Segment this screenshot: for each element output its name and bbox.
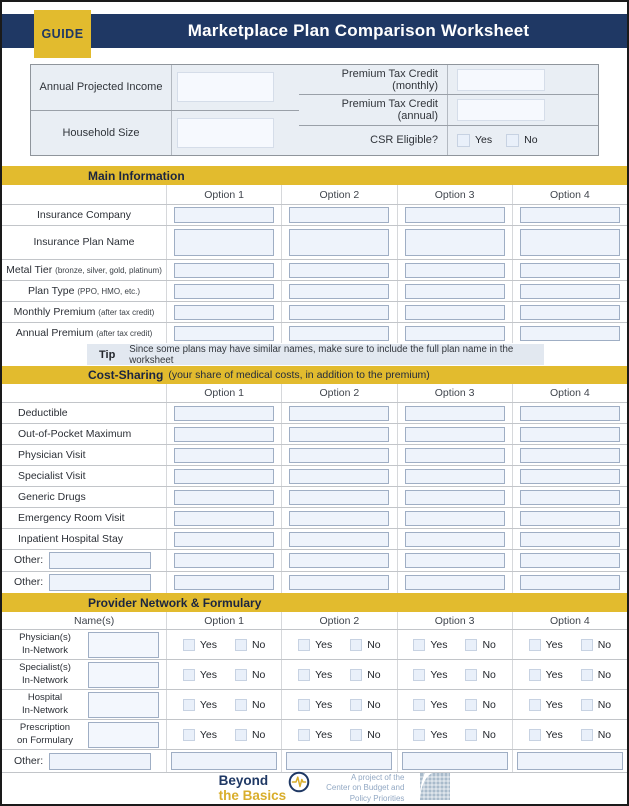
table-row [2,507,627,528]
option-input[interactable] [289,575,389,590]
option-input[interactable] [520,532,620,547]
yes-label: Yes [199,668,217,681]
row-label: Physician(s) [19,632,71,644]
row-label: Monthly Premium [13,305,96,318]
other-label: Other: [14,754,44,767]
csr-yes-checkbox[interactable] [457,134,470,147]
yes-label: Yes [315,728,333,741]
names-header: Name(s) [74,614,115,627]
row-note: (after tax credit) [96,328,153,338]
other-name-input[interactable] [49,552,151,569]
guide-badge: GUIDE [34,10,91,58]
table-row [2,549,627,571]
option-input[interactable] [174,511,274,526]
no-label: No [597,638,612,651]
yes-label: Yes [199,728,217,741]
yes-label: Yes [430,668,448,681]
yes-checkbox[interactable] [183,729,195,741]
main-information-title: Main Information [88,168,185,183]
table-row [2,719,627,749]
option4-header: Option 4 [550,387,590,399]
no-label: No [482,668,496,681]
no-label: No [367,698,381,711]
option-input[interactable] [405,575,505,590]
physician-names-input[interactable] [88,632,159,658]
provider-header-row [2,612,627,629]
option-input[interactable] [405,263,505,278]
option-input[interactable] [174,469,274,484]
option-input[interactable] [289,490,389,505]
csr-yes-label: Yes [475,134,493,147]
row-label: Generic Drugs [18,490,86,503]
row-label: on Formulary [17,734,73,746]
cbpp-logo [420,773,450,805]
no-label: No [597,668,612,681]
csr-no-label: No [524,134,538,147]
option-input[interactable] [405,427,505,442]
ptc-monthly-input[interactable] [457,69,545,91]
option-input[interactable] [174,532,274,547]
option-input[interactable] [171,752,277,770]
other-label: Other: [14,554,44,567]
yes-label: Yes [545,698,563,711]
row-label: Annual Premium [15,326,94,339]
tip-box [87,344,544,365]
ptc-monthly-row [299,65,598,94]
household-size-input[interactable] [177,118,274,148]
project-line1: A project of the [351,772,405,782]
table-row [2,423,627,444]
option-input[interactable] [289,229,389,256]
table-row [2,225,627,259]
option-input[interactable] [520,326,620,341]
no-checkbox[interactable] [465,639,477,651]
row-label: Metal Tier [6,263,53,276]
project-line2: Center on Budget and [326,783,405,793]
yes-checkbox[interactable] [529,669,541,681]
option-input[interactable] [405,229,505,256]
option4-header: Option 4 [550,614,590,627]
table-row [2,280,627,301]
option-input[interactable] [174,284,274,299]
no-checkbox[interactable] [581,639,593,651]
option3-header: Option 3 [434,387,475,399]
table-row [2,204,627,225]
no-checkbox[interactable] [235,669,247,681]
option-input[interactable] [520,305,620,320]
cost-sharing-subtitle: (your share of medical costs, in addition to the premium) [168,369,430,381]
csr-eligible-label: CSR Eligible? [370,134,438,147]
yes-checkbox[interactable] [529,729,541,741]
yes-checkbox[interactable] [413,729,425,741]
option-input[interactable] [405,406,505,421]
tip-text: Since some plans may have similar names, make sure to include the full plan name in the worksheet [129,343,514,366]
no-checkbox[interactable] [465,729,477,741]
option-input[interactable] [405,326,505,341]
option-input[interactable] [405,469,505,484]
yes-checkbox[interactable] [183,639,195,651]
yes-checkbox[interactable] [529,639,541,651]
option-input[interactable] [405,553,505,568]
yes-checkbox[interactable] [413,639,425,651]
option-input[interactable] [402,752,508,770]
table-row [2,528,627,549]
no-checkbox[interactable] [235,729,247,741]
option-input[interactable] [289,532,389,547]
other-name-input[interactable] [49,753,151,770]
main-information-header [2,166,627,185]
option3-header: Option 3 [434,614,475,627]
option-input[interactable] [174,305,274,320]
no-checkbox[interactable] [581,729,593,741]
table-row [2,749,627,772]
row-label: Hospital [27,692,63,704]
yes-label: Yes [545,728,563,741]
yes-checkbox[interactable] [298,729,310,741]
yes-label: Yes [545,638,563,651]
no-checkbox[interactable] [235,639,247,651]
ptc-monthly-label: Premium Tax Credit (monthly) [341,67,438,92]
option-input[interactable] [289,263,389,278]
row-label: In-Network [22,704,68,716]
household-size-row [31,110,299,156]
yes-checkbox[interactable] [413,669,425,681]
no-label: No [482,698,496,711]
csr-no-checkbox[interactable] [506,134,519,147]
tip-label: Tip [99,348,116,361]
yes-label: Yes [430,638,448,651]
no-checkbox[interactable] [350,669,362,681]
yes-label: Yes [199,698,217,711]
no-checkbox[interactable] [465,669,477,681]
option-input[interactable] [405,490,505,505]
yes-checkbox[interactable] [183,669,195,681]
no-label: No [367,728,381,741]
no-checkbox[interactable] [235,699,247,711]
row-label: Insurance Plan Name [33,236,135,249]
ptc-annual-input[interactable] [457,99,545,121]
no-checkbox[interactable] [350,639,362,651]
option-input[interactable] [520,490,620,505]
no-label: No [597,728,612,741]
option-input[interactable] [517,752,623,770]
no-label: No [251,668,266,681]
provider-network-title: Provider Network & Formulary [88,595,262,610]
annual-income-label: Annual Projected Income [39,81,163,94]
option4-header: Option 4 [550,188,590,201]
cost-sharing-header [2,366,627,384]
option-input[interactable] [520,469,620,484]
option-input[interactable] [289,427,389,442]
row-label: Specialist Visit [18,469,86,482]
option-header-row [2,384,627,402]
option-input[interactable] [520,553,620,568]
table-row [2,465,627,486]
no-label: No [251,728,266,741]
option-input[interactable] [174,207,274,223]
option-input[interactable] [520,207,620,223]
table-row [2,402,627,423]
option-input[interactable] [289,207,389,223]
option-input[interactable] [405,448,505,463]
row-label: Out-of-Pocket Maximum [18,427,132,440]
option-input[interactable] [520,427,620,442]
header-bar [2,14,627,48]
no-checkbox[interactable] [581,669,593,681]
option-input[interactable] [174,448,274,463]
no-label: No [482,638,496,651]
table-row [2,301,627,322]
page-title: Marketplace Plan Comparison Worksheet [187,21,530,40]
cost-sharing-title: Cost-Sharing [88,368,164,382]
option2-header: Option 2 [319,387,360,399]
option-input[interactable] [520,229,620,256]
table-row [2,486,627,507]
ptc-annual-row [299,94,598,124]
yes-checkbox[interactable] [298,639,310,651]
yes-checkbox[interactable] [298,669,310,681]
table-row [2,689,627,719]
row-label: Inpatient Hospital Stay [18,532,124,545]
row-label: Emergency Room Visit [18,511,125,524]
option3-header: Option 3 [434,188,475,201]
table-row [2,659,627,689]
option-input[interactable] [174,263,274,278]
yes-label: Yes [315,638,333,651]
summary-left [31,65,299,155]
option-input[interactable] [174,406,274,421]
no-label: No [251,698,266,711]
no-checkbox[interactable] [350,729,362,741]
option-input[interactable] [520,406,620,421]
row-label: Prescription [19,722,71,734]
other-name-input[interactable] [49,574,151,591]
row-label: Plan Type [27,284,75,297]
option-input[interactable] [405,207,505,223]
ptc-annual-label: Premium Tax Credit (annual) [341,97,438,122]
row-label: Deductible [18,406,68,419]
option-input[interactable] [405,305,505,320]
no-label: No [251,638,266,651]
yes-label: Yes [545,668,563,681]
option2-header: Option 2 [319,614,360,627]
brand-line2: the Basics [218,787,287,803]
household-size-label: Household Size [62,126,140,139]
option-input[interactable] [520,511,620,526]
yes-label: Yes [430,698,448,711]
no-label: No [597,698,612,711]
option-input[interactable] [405,284,505,299]
csr-eligible-row [299,125,598,155]
row-note: (after tax credit) [98,307,155,317]
row-label: Physician Visit [18,448,86,461]
option2-header: Option 2 [319,188,360,201]
row-label: In-Network [22,674,68,686]
option-input[interactable] [289,511,389,526]
yes-label: Yes [315,668,333,681]
option-input[interactable] [286,752,392,770]
option-input[interactable] [174,575,274,590]
table-row [2,444,627,465]
no-label: No [367,668,381,681]
option-input[interactable] [289,553,389,568]
yes-checkbox[interactable] [413,699,425,711]
yes-label: Yes [199,638,217,651]
table-row [2,322,627,343]
option-input[interactable] [174,490,274,505]
yes-checkbox[interactable] [183,699,195,711]
no-checkbox[interactable] [465,699,477,711]
table-row [2,571,627,593]
no-label: No [482,728,496,741]
option1-header: Option 1 [204,614,244,627]
option-input[interactable] [289,305,389,320]
annual-income-row [31,65,299,110]
row-label: In-Network [22,644,68,656]
option-header-row [2,185,627,204]
row-label: Insurance Company [37,208,131,221]
brand-line1: Beyond [218,773,269,789]
option-input[interactable] [174,553,274,568]
option-input[interactable] [174,229,274,256]
yes-checkbox[interactable] [298,699,310,711]
row-label: Specialist(s) [19,662,71,674]
summary-box [30,64,599,156]
hospital-names-input[interactable] [88,692,159,718]
project-line3: Policy Priorities [349,793,405,803]
option-input[interactable] [520,284,620,299]
no-checkbox[interactable] [581,699,593,711]
yes-label: Yes [430,728,448,741]
option-input[interactable] [289,406,389,421]
specialist-names-input[interactable] [88,662,159,688]
no-label: No [367,638,381,651]
summary-right [299,65,598,155]
option-input[interactable] [289,284,389,299]
table-row [2,629,627,659]
option-input[interactable] [405,532,505,547]
table-row [2,259,627,280]
other-label: Other: [14,576,44,589]
row-note: (bronze, silver, gold, platinum) [55,265,162,275]
row-note: (PPO, HMO, etc.) [77,286,141,296]
option-input[interactable] [520,448,620,463]
prescription-names-input[interactable] [88,722,159,748]
option1-header: Option 1 [204,387,244,399]
beyond-the-basics-logo [219,774,311,802]
option-input[interactable] [520,263,620,278]
no-checkbox[interactable] [350,699,362,711]
option-input[interactable] [405,511,505,526]
option-input[interactable] [174,427,274,442]
provider-network-header [2,593,627,612]
footer [2,772,627,804]
option-input[interactable] [289,326,389,341]
project-credit [326,773,404,804]
annual-income-input[interactable] [177,72,274,102]
option1-header: Option 1 [204,188,244,201]
yes-label: Yes [315,698,333,711]
option-input[interactable] [289,469,389,484]
option-input[interactable] [520,575,620,590]
pulse-icon [288,771,310,798]
yes-checkbox[interactable] [529,699,541,711]
option-input[interactable] [174,326,274,341]
option-input[interactable] [289,448,389,463]
